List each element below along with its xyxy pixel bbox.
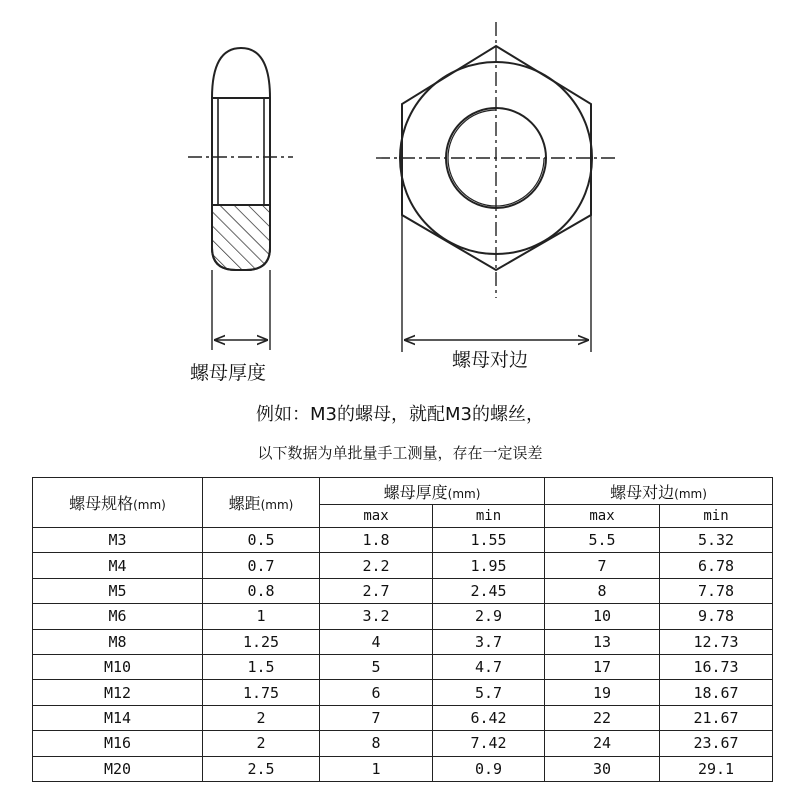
cell-spec: M5	[33, 578, 203, 603]
table-row	[33, 705, 773, 730]
cell-spec: M16	[33, 731, 203, 756]
cell-thickness-max: 8	[320, 731, 433, 756]
cell-across-max: 17	[545, 654, 660, 679]
table-row	[33, 578, 773, 603]
table-row	[33, 680, 773, 705]
table-row	[33, 553, 773, 578]
cell-across-min: 21.67	[660, 705, 773, 730]
cell-thickness-min: 7.42	[433, 731, 545, 756]
cell-across-max: 7	[545, 553, 660, 578]
header-thickness: 螺母厚度(mm)	[320, 478, 545, 505]
cell-across-min: 18.67	[660, 680, 773, 705]
across-flats-label: 螺母对边	[452, 349, 529, 371]
cell-pitch: 0.7	[203, 553, 320, 578]
table-row	[33, 654, 773, 679]
cell-spec: M4	[33, 553, 203, 578]
header-spec: 螺母规格(mm)	[33, 478, 203, 528]
table-row	[33, 528, 773, 553]
table-row	[33, 756, 773, 781]
cell-pitch: 0.5	[203, 528, 320, 553]
cell-across-min: 29.1	[660, 756, 773, 781]
cell-spec: M6	[33, 604, 203, 629]
cell-across-min: 9.78	[660, 604, 773, 629]
cell-pitch: 1.5	[203, 654, 320, 679]
cell-across-min: 16.73	[660, 654, 773, 679]
cell-thickness-max: 3.2	[320, 604, 433, 629]
table-row	[33, 629, 773, 654]
cell-thickness-max: 1.8	[320, 528, 433, 553]
unit-label: (mm)	[447, 486, 481, 501]
cell-across-min: 7.78	[660, 578, 773, 603]
cell-across-min: 6.78	[660, 553, 773, 578]
cell-across-max: 24	[545, 731, 660, 756]
cell-thickness-min: 1.95	[433, 553, 545, 578]
front-centerlines	[376, 22, 615, 298]
cell-thickness-max: 6	[320, 680, 433, 705]
header-thickness-max: max	[320, 505, 433, 528]
cell-spec: M20	[33, 756, 203, 781]
cell-thickness-min: 0.9	[433, 756, 545, 781]
cell-thickness-min: 2.9	[433, 604, 545, 629]
cell-spec: M14	[33, 705, 203, 730]
cell-across-max: 22	[545, 705, 660, 730]
unit-label: (mm)	[260, 498, 294, 512]
cell-thickness-min: 1.55	[433, 528, 545, 553]
nut-spec-table	[32, 477, 773, 782]
header-pitch: 螺距(mm)	[203, 478, 320, 528]
thickness-label: 螺母厚度	[190, 362, 267, 384]
unit-label: (mm)	[133, 498, 166, 512]
cell-thickness-max: 5	[320, 654, 433, 679]
cell-spec: M8	[33, 629, 203, 654]
table-row	[33, 604, 773, 629]
cell-thickness-max: 1	[320, 756, 433, 781]
cell-spec: M12	[33, 680, 203, 705]
cell-across-max: 8	[545, 578, 660, 603]
cell-thickness-min: 5.7	[433, 680, 545, 705]
cell-thickness-max: 2.2	[320, 553, 433, 578]
cell-pitch: 2.5	[203, 756, 320, 781]
cell-thickness-min: 4.7	[433, 654, 545, 679]
note-text: 以下数据为单批量手工测量，存在一定误差	[257, 444, 543, 462]
cell-across-min: 23.67	[660, 731, 773, 756]
cell-thickness-min: 2.45	[433, 578, 545, 603]
thickness-dimension	[212, 270, 270, 350]
cell-pitch: 0.8	[203, 578, 320, 603]
cell-thickness-max: 4	[320, 629, 433, 654]
cell-across-max: 5.5	[545, 528, 660, 553]
nut-side-view	[212, 48, 270, 270]
cell-pitch: 1.25	[203, 629, 320, 654]
cell-pitch: 2	[203, 731, 320, 756]
header-across-flats: 螺母对边(mm)	[545, 478, 773, 505]
cell-across-max: 10	[545, 604, 660, 629]
table-row	[33, 731, 773, 756]
unit-label: (mm)	[674, 486, 707, 501]
cell-across-max: 30	[545, 756, 660, 781]
header-across-min: min	[660, 505, 773, 528]
cell-thickness-min: 3.7	[433, 629, 545, 654]
example-text: 例如：M3的螺母，就配M3的螺丝，	[256, 404, 544, 425]
cell-thickness-min: 6.42	[433, 705, 545, 730]
cell-pitch: 2	[203, 705, 320, 730]
cell-across-max: 19	[545, 680, 660, 705]
cell-pitch: 1	[203, 604, 320, 629]
cell-pitch: 1.75	[203, 680, 320, 705]
cell-across-min: 12.73	[660, 629, 773, 654]
cell-spec: M3	[33, 528, 203, 553]
cell-across-min: 5.32	[660, 528, 773, 553]
cell-thickness-max: 7	[320, 705, 433, 730]
header-across-max: max	[545, 505, 660, 528]
cell-across-max: 13	[545, 629, 660, 654]
header-thickness-min: min	[433, 505, 545, 528]
cell-thickness-max: 2.7	[320, 578, 433, 603]
cell-spec: M10	[33, 654, 203, 679]
